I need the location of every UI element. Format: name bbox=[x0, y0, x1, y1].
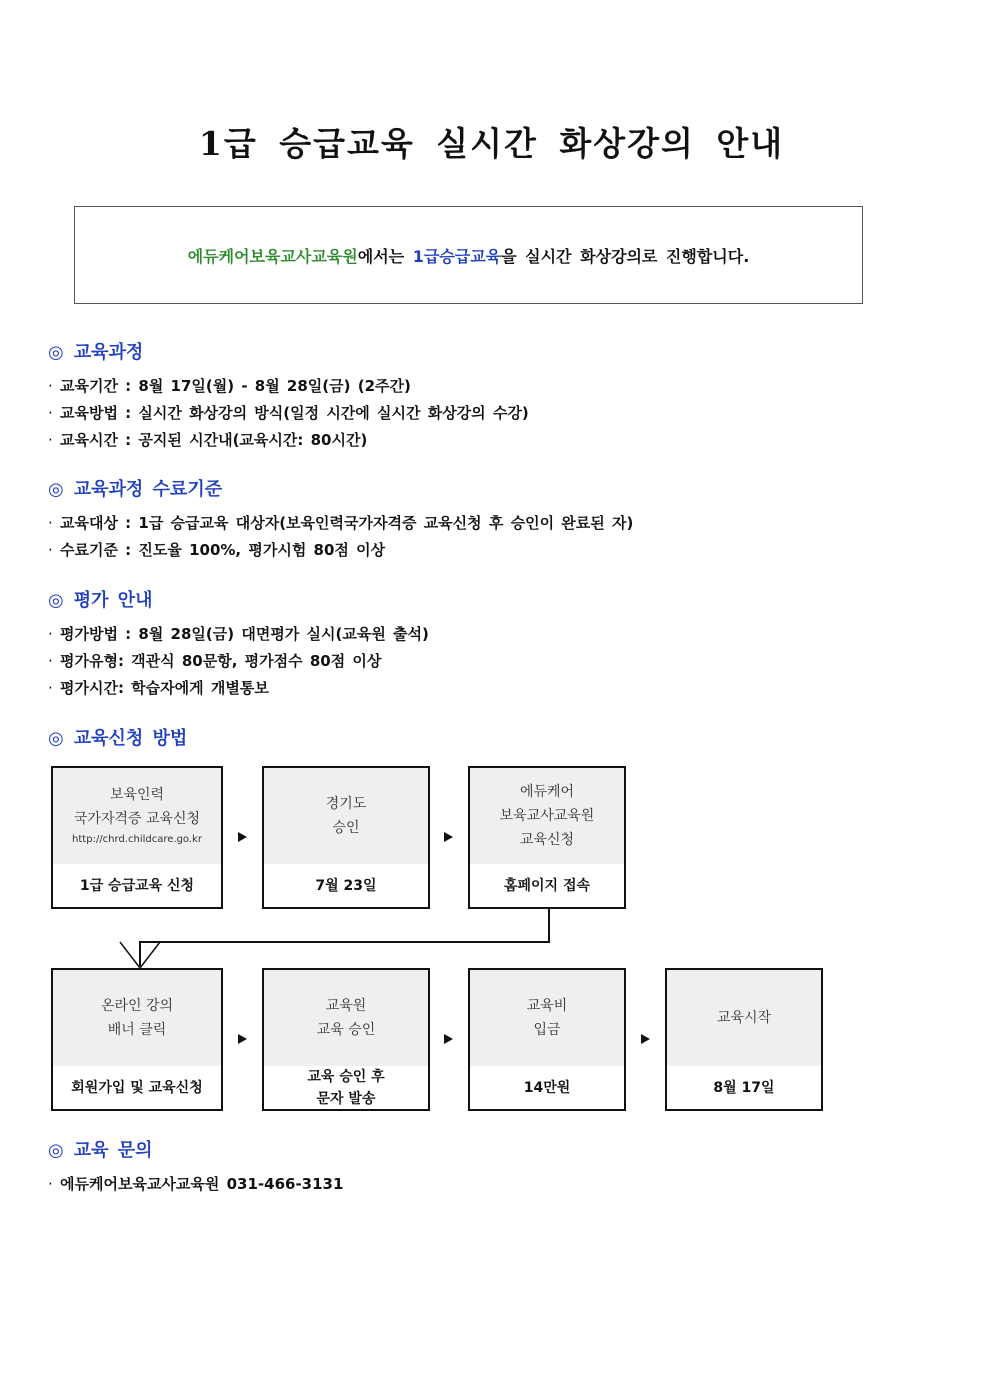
flow-step-top: 교육원 bbox=[325, 998, 367, 1014]
section-mark-icon: ◎ bbox=[48, 479, 64, 500]
flow-step-top: 교육신청 bbox=[519, 832, 575, 848]
intro-text-2: 을 실시간 화상강의로 진행합니다. bbox=[501, 246, 750, 266]
section-title: ◎ 교육과정 bbox=[48, 342, 144, 363]
flow-step-bottom: 8월 17일 bbox=[713, 1079, 775, 1096]
flow-step-top: 에듀케어 bbox=[519, 784, 575, 800]
list-item: · 평가시간: 학습자에게 개별통보 bbox=[48, 675, 429, 702]
flow-step-5 bbox=[262, 968, 430, 1111]
flow-step-top: 국가자격증 교육신청 bbox=[73, 811, 201, 827]
flow-step-3 bbox=[468, 766, 626, 909]
flow-step-bottom: 1급 승급교육 신청 bbox=[79, 877, 195, 894]
intro-box bbox=[74, 206, 863, 304]
arrow-right-icon bbox=[238, 832, 247, 842]
flow-step-top: 보육교사교육원 bbox=[499, 808, 595, 824]
section-inquiry bbox=[48, 1139, 343, 1198]
section-evaluation bbox=[48, 589, 429, 702]
section-mark-icon: ◎ bbox=[48, 728, 64, 749]
section-application bbox=[48, 727, 187, 759]
flow-step-6 bbox=[468, 968, 626, 1111]
section-title: ◎ 평가 안내 bbox=[48, 590, 153, 611]
section-course bbox=[48, 341, 529, 454]
flow-step-bottom: 홈페이지 접속 bbox=[503, 877, 591, 894]
section-mark-icon: ◎ bbox=[48, 342, 64, 363]
section-title: ◎ 교육과정 수료기준 bbox=[48, 479, 223, 500]
list-item: · 평가유형: 객관식 80문항, 평가점수 80점 이상 bbox=[48, 648, 429, 675]
flow-step-top: 보육인력 bbox=[109, 787, 165, 803]
bullet-icon: · bbox=[48, 404, 53, 422]
flow-step-bottom: 교육 승인 후 bbox=[307, 1068, 385, 1085]
intro-text-1: 에서는 bbox=[357, 246, 413, 266]
bullet-icon: · bbox=[48, 514, 53, 532]
flow-step-top: 교육 승인 bbox=[316, 1022, 376, 1038]
page-title: 1급 승급교육 실시간 화상강의 안내 bbox=[198, 124, 785, 163]
section-title: ◎ 교육신청 방법 bbox=[48, 728, 188, 749]
intro-course: 1급승급교육 bbox=[412, 246, 502, 266]
bullet-icon: · bbox=[48, 652, 53, 670]
list-item: · 에듀케어보육교사교육원 031-466-3131 bbox=[48, 1171, 343, 1198]
flow-step-4 bbox=[51, 968, 223, 1111]
flow-step-bottom: 회원가입 및 교육신청 bbox=[71, 1079, 203, 1096]
flow-step-top: 교육시작 bbox=[716, 1010, 772, 1026]
flow-step-url: http://chrd.childcare.go.kr bbox=[72, 834, 202, 845]
bullet-icon: · bbox=[48, 625, 53, 643]
section-title: ◎ 교육 문의 bbox=[48, 1140, 153, 1161]
bullet-icon: · bbox=[48, 541, 53, 559]
flow-step-top: 교육비 bbox=[526, 998, 568, 1014]
bullet-icon: · bbox=[48, 431, 53, 449]
arrow-right-icon bbox=[444, 1034, 453, 1044]
flow-step-top: 경기도 bbox=[325, 796, 367, 812]
intro-org: 에듀케어보육교사교육원 bbox=[187, 246, 358, 266]
flow-step-top: 입금 bbox=[533, 1022, 561, 1038]
flow-step-bottom: 7월 23일 bbox=[315, 877, 377, 894]
flow-step-top: 승인 bbox=[332, 820, 360, 836]
arrow-right-icon bbox=[641, 1034, 650, 1044]
flow-step-top: 온라인 강의 bbox=[100, 998, 174, 1014]
list-item: · 교육방법 : 실시간 화상강의 방식(일정 시간에 실시간 화상강의 수강) bbox=[48, 400, 529, 427]
list-item: · 교육기간 : 8월 17일(월) - 8월 28일(금) (2주간) bbox=[48, 373, 529, 400]
bullet-icon: · bbox=[48, 679, 53, 697]
arrow-right-icon bbox=[238, 1034, 247, 1044]
bullet-icon: · bbox=[48, 377, 53, 395]
list-item: · 수료기준 : 진도율 100%, 평가시험 80점 이상 bbox=[48, 537, 633, 564]
flow-step-7 bbox=[665, 968, 823, 1111]
list-item: · 교육대상 : 1급 승급교육 대상자(보육인력국가자격증 교육신청 후 승인이 완료된 자) bbox=[48, 510, 633, 537]
flow-step-bottom: 문자 발송 bbox=[316, 1090, 376, 1107]
arrow-right-icon bbox=[444, 832, 453, 842]
flow-step-1 bbox=[51, 766, 223, 909]
section-mark-icon: ◎ bbox=[48, 1140, 64, 1161]
flow-step-top: 배너 클릭 bbox=[107, 1022, 167, 1038]
section-completion bbox=[48, 478, 633, 564]
list-item: · 평가방법 : 8월 28일(금) 대면평가 실시(교육원 출석) bbox=[48, 621, 429, 648]
list-item: · 교육시간 : 공지된 시간내(교육시간: 80시간) bbox=[48, 427, 529, 454]
section-mark-icon: ◎ bbox=[48, 590, 64, 611]
flow-connector bbox=[100, 908, 560, 972]
flow-step-bottom: 14만원 bbox=[523, 1079, 571, 1096]
bullet-icon: · bbox=[48, 1175, 53, 1193]
flow-step-2 bbox=[262, 766, 430, 909]
